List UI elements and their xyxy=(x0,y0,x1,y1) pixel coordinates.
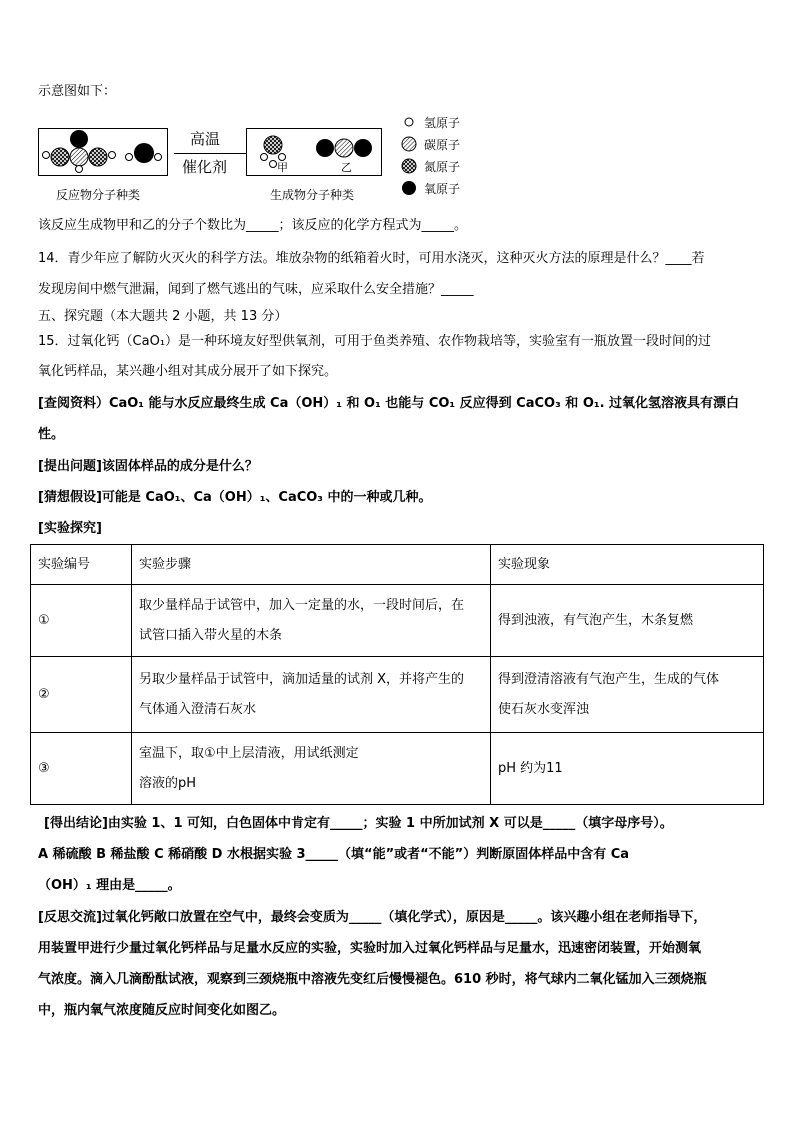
carbon-atom-icon xyxy=(400,134,420,154)
condition-top: 高温 xyxy=(190,130,221,148)
question-line: [提出问题]该固体样品的成分是什么？ xyxy=(38,459,258,474)
step-text: 溶液的pH xyxy=(139,775,197,791)
product-caption: 生成物分子种类 xyxy=(270,188,355,202)
result-text: pH 约为11 xyxy=(498,760,563,776)
step-text: 取少量样品于试管中，加入一定量的水，一段时间后，在 xyxy=(139,597,465,613)
result-text: 得到浊液，有气泡产生，木条复燃 xyxy=(498,612,694,628)
step-text: 试管口插入带火星的木条 xyxy=(139,627,283,643)
reactant-caption: 反应物分子种类 xyxy=(56,188,141,202)
conclusion-line-3: （OH）₁ 理由是_____。 xyxy=(38,878,181,893)
step-text: 气体通入澄清石灰水 xyxy=(139,701,257,717)
reflect-line-3: 气浓度。滴入几滴酚酞试液，观察到三颈烧瓶中溶液先变红后慢慢褪色。610 秒时，将气球内二氧化锰加入三颈烧瓶 xyxy=(38,972,707,987)
section-heading: 五、探究题（本大题共 2 小题，共 13 分） xyxy=(38,309,288,324)
q15-line-1: 15．过氧化钙（CaO₁）是一种环境友好型供氧剂，可用于鱼类养殖、农作物栽培等，实验室有一瓶放置一段时间的过 xyxy=(38,334,712,349)
table-row xyxy=(31,585,764,657)
reflect-line-4: 中，瓶内氧气浓度随反应时间变化如图乙。 xyxy=(38,1003,286,1018)
row-id: ② xyxy=(31,657,132,733)
header-cell: 实验步骤 xyxy=(132,545,491,585)
label-yi: 乙 xyxy=(341,161,352,174)
header-cell: 实验现象 xyxy=(491,545,764,585)
row-result xyxy=(491,585,764,657)
q14-line-2: 发现房间中燃气泄漏，闻到了燃气逃出的气味，应采取什么安全措施？_____ xyxy=(38,282,474,297)
legend-label: 碳原子 xyxy=(424,138,461,152)
conclusion-line-2: A 稀硫酸 B 稀盐酸 C 稀硝酸 D 水根据实验 3_____（填“能”或者“不能”）判断原固体样品中含有 Ca xyxy=(38,847,630,862)
conclusion-line-1: [得出结论]由实验 1、1 可知，白色固体中肯定有_____；实验 1 中所加试剂 X 可以是_____（填字母序号）。 xyxy=(44,816,673,831)
product-molecules-icon xyxy=(247,129,381,175)
q15-line-2: 氧化钙样品，某兴趣小组对其成分展开了如下探究。 xyxy=(38,364,338,379)
hydrogen-atom-icon xyxy=(400,112,420,132)
q13-tail: 该反应生成物甲和乙的分子个数比为_____；该反应的化学方程式为_____。 xyxy=(38,218,468,233)
row-step xyxy=(132,733,491,805)
result-text: 使石灰水变浑浊 xyxy=(498,701,590,717)
reactant-box xyxy=(38,128,168,176)
step-text: 室温下，取①中上层清液，用试纸测定 xyxy=(139,745,359,761)
reflect-line-1: [反思交流]过氧化钙敞口放置在空气中，最终会变质为_____（填化学式），原因是_____。该兴趣小组在老师指导下， xyxy=(38,910,707,925)
reactant-molecules-icon xyxy=(39,129,167,175)
step-text: 另取少量样品于试管中，滴加适量的试剂 X，并将产生的 xyxy=(139,671,465,687)
legend-label: 氢原子 xyxy=(424,116,461,130)
reflect-line-2: 用装置甲进行少量过氧化钙样品与足量水反应的实验，实验时加入过氧化钙样品与足量水，迅速密闭装置，开始测氧 xyxy=(38,941,702,956)
result-text: 得到澄清溶液有气泡产生，生成的气体 xyxy=(498,671,720,687)
header-cell: 实验编号 xyxy=(31,545,132,585)
arrow-area xyxy=(172,122,248,182)
label-jia: 甲 xyxy=(277,161,288,174)
row-result xyxy=(491,733,764,805)
experiment-table xyxy=(30,544,764,805)
row-step xyxy=(132,585,491,657)
info-line-1: [查阅资料）CaO₁ 能与水反应最终生成 Ca（OH）₁ 和 O₁ 也能与 CO₁ 反应得到 CaCO₃ 和 O₁. 过氧化氢溶液具有漂白 xyxy=(38,396,740,411)
row-step xyxy=(132,657,491,733)
table-row xyxy=(31,733,764,805)
condition-bottom: 催化剂 xyxy=(182,158,228,176)
row-id: ③ xyxy=(31,733,132,805)
table-row xyxy=(31,657,764,733)
product-box xyxy=(246,128,382,176)
legend-label: 氧原子 xyxy=(424,182,461,196)
explore-line: [实验探究] xyxy=(38,521,102,536)
hypothesis-line: [猜想假设]可能是 CaO₁、Ca（OH）₁、CaCO₃ 中的一种或几种。 xyxy=(38,490,432,505)
table-header-row xyxy=(31,545,764,585)
q14-line-1: 14．青少年应了解防火灭火的科学方法。堆放杂物的纸箱着火时，可用水浇灭，这种灭火方法的原理是什么？____若 xyxy=(38,251,705,266)
reaction-arrow xyxy=(174,153,246,154)
info-line-2: 性。 xyxy=(38,427,65,442)
row-result xyxy=(491,657,764,733)
nitrogen-atom-icon xyxy=(400,156,420,176)
legend-label: 氮原子 xyxy=(424,160,461,174)
row-id: ① xyxy=(31,585,132,657)
intro-text: 示意图如下： xyxy=(38,84,117,99)
oxygen-atom-icon xyxy=(400,178,420,198)
